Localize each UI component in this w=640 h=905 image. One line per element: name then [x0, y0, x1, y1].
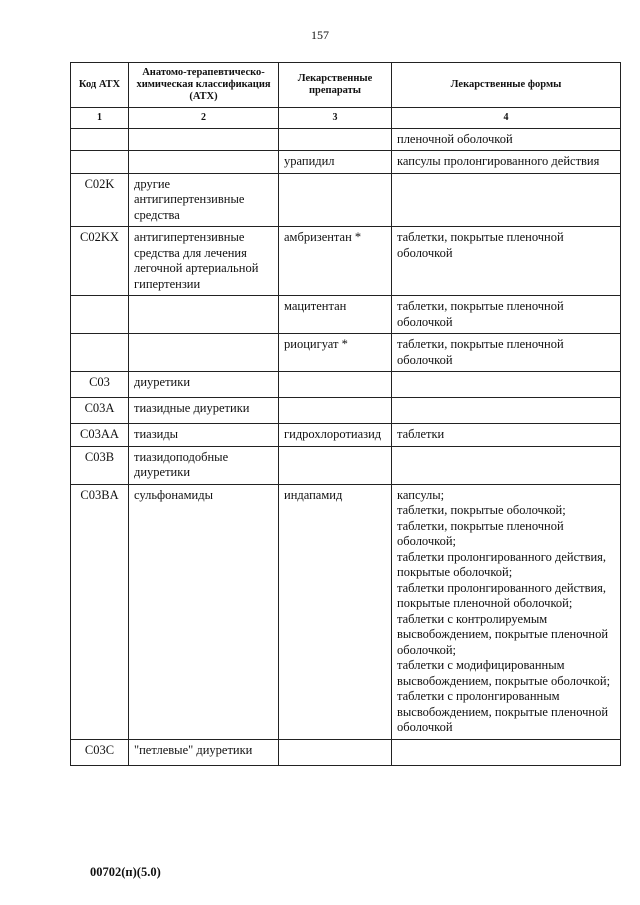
page-number: 157: [311, 28, 329, 42]
drug-cell: гидрохлоротиазид: [279, 424, 392, 447]
drug-cell: [279, 446, 392, 484]
dosage-form: таблетки с пролонгированным высвобождением, покрытые пленочной оболочкой: [397, 689, 609, 734]
dosage-form: таблетки: [397, 427, 445, 441]
drug-cell: [279, 372, 392, 398]
document-code: 00702(п)(5.0): [90, 865, 161, 879]
classification-cell: тиазидные диуретики: [129, 398, 279, 424]
drug-cell: [279, 739, 392, 765]
atx-code-cell: [71, 151, 129, 174]
dosage-form: таблетки с контролируемым высвобождением, покрытые пленочной оболочкой;: [397, 611, 609, 657]
forms-cell: [392, 296, 621, 334]
table-row: [71, 398, 621, 424]
forms-cell: [392, 151, 621, 174]
atx-code-cell: C03C: [71, 739, 129, 765]
dosage-form: таблетки пролонгированного действия, покрытые пленочной оболочкой;: [397, 580, 607, 610]
table-body: [71, 128, 621, 765]
dosage-form: капсулы;: [397, 487, 445, 502]
drug-cell: [279, 128, 392, 151]
table-header-row: [71, 63, 621, 108]
classification-cell: [129, 334, 279, 372]
column-number: 3: [279, 108, 392, 129]
table-row: [71, 296, 621, 334]
drug-cell: риоцигуат *: [279, 334, 392, 372]
dosage-form: таблетки, покрытые пленочной оболочкой;: [397, 518, 564, 548]
table-row: [71, 151, 621, 174]
drug-cell: [279, 398, 392, 424]
dosage-form: таблетки пролонгированного действия, покрытые оболочкой;: [397, 549, 607, 579]
classification-cell: "петлевые" диуретики: [129, 739, 279, 765]
drug-cell: амбризентан *: [279, 227, 392, 296]
atx-code-cell: C03A: [71, 398, 129, 424]
classification-cell: [129, 151, 279, 174]
drug-cell: урапидил: [279, 151, 392, 174]
classification-cell: другие антигипертензивные средства: [129, 173, 279, 227]
atx-code-cell: [71, 128, 129, 151]
drug-cell: мацитентан: [279, 296, 392, 334]
atx-code-cell: C03AA: [71, 424, 129, 447]
table-row: [71, 334, 621, 372]
drug-cell: индапамид: [279, 484, 392, 739]
forms-cell: [392, 739, 621, 765]
forms-cell: [392, 128, 621, 151]
table-row: [71, 227, 621, 296]
forms-cell: [392, 334, 621, 372]
column-number: 1: [71, 108, 129, 129]
classification-cell: [129, 128, 279, 151]
atx-code-cell: [71, 334, 129, 372]
table-row: [71, 739, 621, 765]
classification-cell: тиазидоподобные диуретики: [129, 446, 279, 484]
atx-code-cell: [71, 296, 129, 334]
forms-cell: [392, 372, 621, 398]
atx-code-cell: C02KX: [71, 227, 129, 296]
atx-code-cell: C03BA: [71, 484, 129, 739]
header-classification: Анатомо-терапевтическо-химическая классификация (АТХ): [129, 63, 279, 108]
dosage-form: таблетки с модифицированным высвобождением, покрытые оболочкой;: [397, 658, 611, 688]
forms-cell: [392, 398, 621, 424]
column-number: 4: [392, 108, 621, 129]
dosage-form: таблетки, покрытые пленочной оболочкой: [397, 337, 564, 367]
table-row: [71, 424, 621, 447]
table-row: [71, 372, 621, 398]
forms-cell: [392, 484, 621, 739]
dosage-form: таблетки, покрытые пленочной оболочкой: [397, 230, 564, 260]
table-row: [71, 446, 621, 484]
dosage-form: таблетки, покрытые оболочкой;: [397, 503, 566, 517]
header-drugs: Лекарственные препараты: [279, 63, 392, 108]
classification-cell: [129, 296, 279, 334]
classification-cell: диуретики: [129, 372, 279, 398]
dosage-form: капсулы пролонгированного действия: [397, 154, 600, 168]
forms-cell: [392, 424, 621, 447]
classification-cell: сульфонамиды: [129, 484, 279, 739]
forms-cell: [392, 446, 621, 484]
drug-cell: [279, 173, 392, 227]
dosage-form: таблетки, покрытые пленочной оболочкой: [397, 299, 564, 329]
header-code: Код АТХ: [71, 63, 129, 108]
forms-cell: [392, 227, 621, 296]
atx-table: [70, 62, 621, 766]
header-forms: Лекарственные формы: [392, 63, 621, 108]
table-row: [71, 173, 621, 227]
atx-code-cell: C02K: [71, 173, 129, 227]
column-number: 2: [129, 108, 279, 129]
classification-cell: антигипертензивные средства для лечения легочной артериальной гипертензии: [129, 227, 279, 296]
column-number-row: [71, 108, 621, 129]
classification-cell: тиазиды: [129, 424, 279, 447]
forms-cell: [392, 173, 621, 227]
table-row: [71, 484, 621, 739]
dosage-form: пленочной оболочкой: [397, 131, 513, 146]
atx-code-cell: C03B: [71, 446, 129, 484]
table-row: [71, 128, 621, 151]
atx-code-cell: C03: [71, 372, 129, 398]
